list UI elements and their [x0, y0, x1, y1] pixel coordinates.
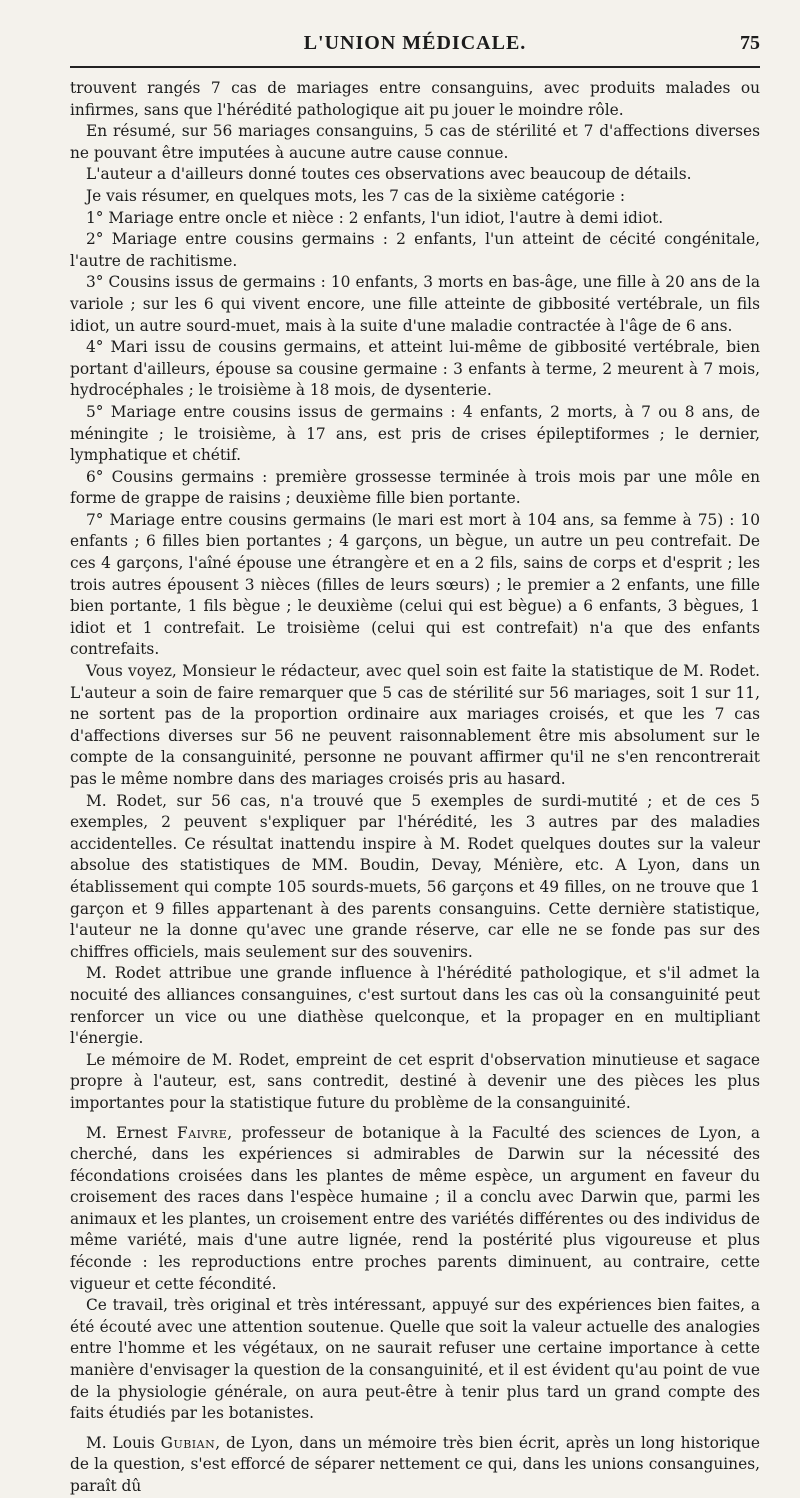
paragraph: Ce travail, très original et très intéressant, appuyé sur des expériences bien faites, a été écouté avec une attention soutenue. Quelle que soit la valeur actuelle des analogies entre l'homme et les végétaux, on ne saurait refuser une certaine importance à cette manière d'envisager la question de la consanguinité, et il est évident qu'au point de vue de la physiologie générale, on aura peut-être à tenir plus tard un grand compte des faits étudiés par les botanistes.	[70, 1296, 760, 1423]
paragraph: En résumé, sur 56 mariages consanguins, 5 cas de stérilité et 7 d'affections diverses ne pouvant être imputées à aucune autre cause connue.	[70, 122, 760, 162]
paragraph: M. Rodet, sur 56 cas, n'a trouvé que 5 exemples de surdi-mutité ; et de ces 5 exemples, 2 peuvent s'expliquer par l'hérédité, les 3 autres par des maladies accidentelles. Ce résultat inattendu inspire à M. Rodet quelques doutes sur la valeur absolue des statistiques de MM. Boudin, Devay, Ménière, etc. A Lyon, dans un établissement qui compte 105 sourds-muets, 56 garçons et 49 filles, on ne trouve que 1 garçon et 9 filles appartenant à des parents consanguins. Cette dernière statistique, l'auteur ne la donne qu'avec une grande réserve, car elle ne se fonde pas sur des chiffres officiels, mais seulement sur des souvenirs.	[70, 791, 760, 961]
paragraph: Je vais résumer, en quelques mots, les 7 cas de la sixième catégorie :	[86, 186, 626, 205]
page-number: 75	[740, 32, 760, 54]
paragraph: M. Rodet attribue une grande influence à l'hérédité pathologique, et s'il admet la nocuité des alliances consanguines, c'est surtout dans les cas où la consanguinité peut renforcer un vice ou une diathèse quelconque, et la propager en en multipliant l'énergie.	[70, 964, 760, 1048]
paragraph: M. Louis Gubian, de Lyon, dans un mémoire très bien écrit, après un long historique de la question, s'est efforcé de séparer nettement ce qui, dans les unions consanguines, paraît dû	[70, 1433, 760, 1495]
paragraph: M. Ernest Faivre, professeur de botanique à la Faculté des sciences de Lyon, a cherché, dans les expériences si admirables de Darwin sur la nécessité des fécondations croisées dans les plantes de même espèce, un argument en faveur du croisement des races dans l'espèce humaine ; il a conclu avec Darwin que, parmi les animaux et les plantes, un croisement entre des variétés différentes ou des individus de même variété, mais d'une autre lignée, rend la postérité plus vigoureuse et plus féconde : les reproductions entre proches parents diminuent, au contraire, cette vigueur et cette fécondité.	[70, 1123, 760, 1293]
paragraph: trouvent rangés 7 cas de mariages entre consanguins, avec produits malades ou infirmes, sans que l'hérédité pathologique ait pu jouer le moindre rôle.	[70, 79, 760, 119]
running-title: L'UNION MÉDICALE.	[303, 32, 527, 54]
case-item: 2° Mariage entre cousins germains : 2 enfants, l'un atteint de cécité congénitale, l'autre de rachitisme.	[70, 230, 760, 270]
case-item: 4° Mari issu de cousins germains, et atteint lui-même de gibbosité vertébrale, bien portant d'ailleurs, épouse sa cousine germaine : 3 enfants à terme, 2 meurent à 7 mois, hydrocéphales ; le troisième à 18 mois, de dysenterie.	[70, 338, 760, 400]
case-item: 1° Mariage entre oncle et nièce : 2 enfants, l'un idiot, l'autre à demi idiot.	[86, 208, 664, 227]
paragraph: Vous voyez, Monsieur le rédacteur, avec quel soin est faite la statistique de M. Rodet. L'auteur a soin de faire remarquer que 5 cas de stérilité sur 56 mariages, soit 1 sur 11, ne sortent pas de la proportion ordinaire aux mariages croisés, et que les 7 cas d'affections diverses sur 56 ne peuvent raisonnablement être mis absolument sur le compte de la consanguinité, personne ne pouvant affirmer qu'il ne s'en rencontrerait pas le même nombre dans des mariages croisés pris au hasard.	[70, 662, 760, 788]
case-item: 5° Mariage entre cousins issus de germains : 4 enfants, 2 morts, à 7 ou 8 ans, de méningite ; le troisième, à 17 ans, est pris de crises épileptiformes ; le dernier, lymphatique et chétif.	[70, 402, 760, 465]
case-item: 6° Cousins germains : première grossesse terminée à trois mois par une môle en forme de grappe de raisins ; deuxième fille bien portante.	[70, 467, 760, 508]
page-header	[70, 28, 760, 58]
case-item: 3° Cousins issus de germains : 10 enfants, 3 morts en bas-âge, une fille à 20 ans de la variole ; sur les 6 qui vivent encore, une fille atteinte de gibbosité vertébrale, un fils idiot, un autre sourd-muet, mais à la suite d'une maladie contractée à l'âge de 6 ans.	[70, 273, 760, 335]
case-item: 7° Mariage entre cousins germains (le mari est mort à 104 ans, sa femme à 75) : 10 enfants ; 6 filles bien portantes ; 4 garçons, un bègue, un autre un peu contrefait. De ces 4 garçons, l'aîné épouse une étrangère et en a 2 fils, sains de corps et d'esprit ; les trois autres épousent 3 nièces (filles de leurs sœurs) ; le premier a 2 enfants, une fille bien portante, 1 fils bègue ; le deuxième (celui qui est bègue) a 6 enfants, 3 bègues, 1 idiot et 1 contrefait. Le troisième (celui qui est contrefait) n'a que des enfants contrefaits.	[70, 510, 760, 659]
header-rule	[70, 66, 760, 68]
article-body	[70, 78, 760, 1498]
paragraph: L'auteur a d'ailleurs donné toutes ces observations avec beaucoup de détails.	[86, 165, 692, 184]
page	[70, 28, 760, 1498]
paragraph: Le mémoire de M. Rodet, empreint de cet esprit d'observation minutieuse et sagace propre à l'auteur, est, sans contredit, destiné à devenir une des pièces les plus importantes pour la statistique future du problème de la consanguinité.	[70, 1050, 760, 1112]
